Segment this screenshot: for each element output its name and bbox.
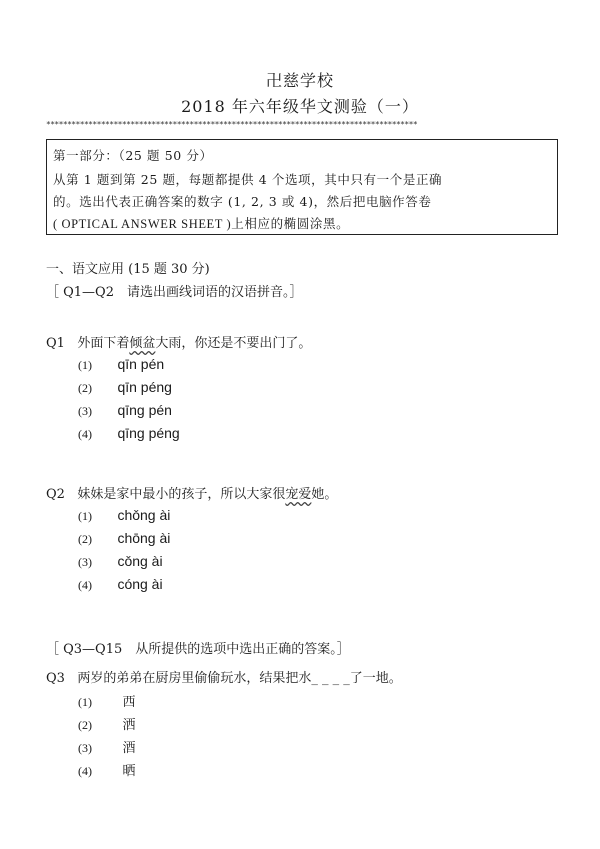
option-number: (1) (78, 358, 92, 372)
option-number: (2) (78, 381, 92, 395)
option-text: 西 (122, 695, 136, 710)
option-number: (4) (78, 764, 92, 778)
question-q1 (46, 332, 311, 351)
question-number: Q3 (46, 671, 65, 686)
option-number: (1) (78, 695, 92, 709)
q1-option-4 (78, 423, 180, 442)
question-text-post: 了一地。 (349, 671, 402, 686)
instructions-line-2: 的。选出代表正确答案的数字 (1, 2, 3 或 4)，然后把电脑作答卷 (53, 194, 432, 209)
q1-option-3 (78, 400, 172, 419)
option-text: 洒 (122, 718, 136, 733)
question-text-pre: 妹妹是家中最小的孩子，所以大家很 (77, 487, 286, 502)
q2-option-1 (78, 505, 170, 524)
option-number: (2) (78, 532, 92, 546)
option-text: cóng ài (117, 576, 163, 592)
q3-option-1 (78, 691, 136, 710)
section-heading: 一、语文应用 (15 题 30 分) (46, 262, 210, 277)
question-number: Q1 (46, 336, 65, 351)
q3-option-3 (78, 737, 136, 756)
option-text: qīng pén (117, 402, 172, 418)
option-text: chǒng ài (117, 507, 171, 523)
option-number: (2) (78, 718, 92, 732)
question-text-pre: 两岁的弟弟在厨房里偷偷玩水，结果把水 (77, 671, 312, 686)
option-text: qīn pén (117, 356, 165, 372)
star-divider: **************************************************************************************** (46, 120, 418, 129)
question-text-post: 她。 (311, 487, 338, 502)
q3-option-4 (78, 760, 136, 779)
q2-option-3 (78, 551, 163, 570)
instructions-line-3: ( OPTICAL ANSWER SHEET )上相应的椭圆涂黑。 (53, 217, 350, 231)
question-number: Q2 (46, 487, 65, 502)
option-text: cǒng ài (117, 553, 163, 569)
section-instruction-q3-q15: ［ Q3—Q15 从所提供的选项中选出正确的答案。］ (46, 642, 350, 657)
question-text-post: 大雨，你还是不要出门了。 (155, 336, 312, 351)
answer-blank: _ _ _ _ (311, 671, 350, 686)
underlined-word: 宠爱 (285, 487, 312, 502)
instructions-box (46, 139, 558, 235)
option-text: qīng péng (117, 425, 180, 441)
option-text: 酒 (122, 741, 136, 756)
q1-option-2 (78, 377, 172, 396)
question-q3 (46, 667, 402, 686)
school-name: 卍慈学校 (265, 71, 334, 90)
exam-title: 2018 年六年级华文测验（一） (181, 97, 419, 116)
question-text-pre: 外面下着 (77, 336, 130, 351)
q1-option-1 (78, 354, 164, 373)
instructions-heading: 第一部分：（25 题 50 分） (53, 148, 213, 163)
q2-option-4 (78, 574, 163, 593)
option-text: qīn péng (117, 379, 172, 395)
option-text: chōng ài (117, 530, 171, 546)
option-number: (3) (78, 404, 92, 418)
option-number: (3) (78, 741, 92, 755)
section-instruction-q1-q2: ［ Q1—Q2 请选出画线词语的汉语拼音。］ (46, 285, 303, 300)
question-q2 (46, 483, 337, 502)
option-number: (4) (78, 578, 92, 592)
q3-option-2 (78, 714, 136, 733)
underlined-word: 倾盆 (129, 336, 156, 351)
option-number: (3) (78, 555, 92, 569)
option-number: (1) (78, 509, 92, 523)
option-text: 晒 (122, 764, 136, 779)
option-number: (4) (78, 427, 92, 441)
instructions-line-1: 从第 1 题到第 25 题，每题都提供 4 个选项，其中只有一个是正确 (53, 172, 443, 187)
q2-option-2 (78, 528, 170, 547)
